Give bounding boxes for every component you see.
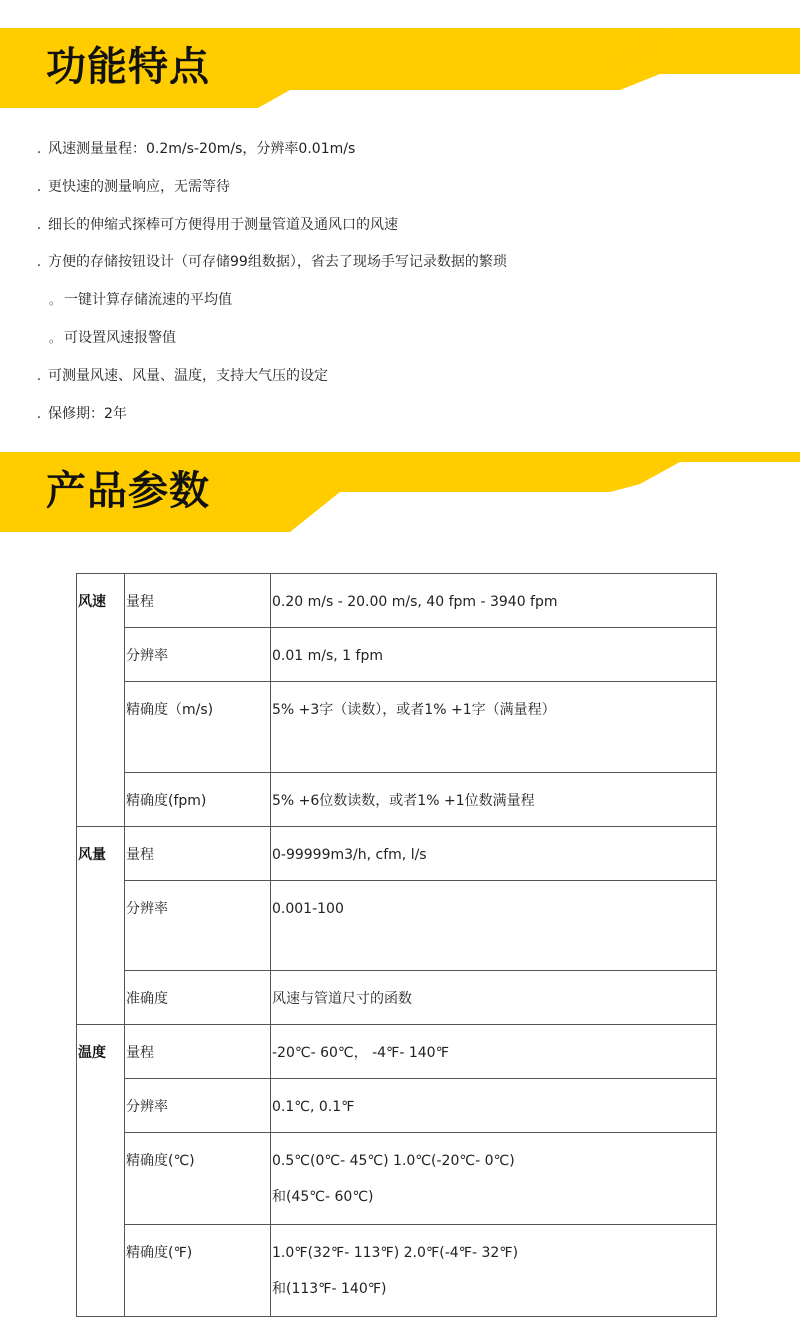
param-name: 精确度(fpm) <box>126 793 207 809</box>
param-value: 0.5℃(0℃- 45℃) 1.0℃(-20℃- 0℃) <box>272 1153 515 1169</box>
param-value: -20℃- 60℃， -4℉- 140℉ <box>272 1045 449 1061</box>
section-banner-params <box>0 452 800 532</box>
feature-text: 可设置风速报警值 <box>64 329 176 346</box>
param-value-cell <box>271 574 717 628</box>
list-item <box>30 358 770 396</box>
param-value: 0-99999m3/h, cfm, l/s <box>272 847 427 863</box>
param-value-cell <box>271 682 717 773</box>
param-value: 风速与管道尺寸的函数 <box>272 991 412 1007</box>
bullet-marker: . <box>36 216 42 233</box>
param-value-line2: 和(45℃- 60℃) <box>272 1189 374 1205</box>
table-row <box>77 971 717 1025</box>
param-value: 5% +6位数读数，或者1% +1位数满量程 <box>272 793 535 809</box>
bullet-marker: . <box>36 367 42 384</box>
list-item <box>30 207 770 245</box>
param-name-cell <box>125 1079 271 1133</box>
param-name: 量程 <box>126 594 154 610</box>
param-name: 分辨率 <box>126 901 168 917</box>
params-table <box>76 573 717 1317</box>
param-value: 0.01 m/s, 1 fpm <box>272 648 383 664</box>
table-row <box>77 1079 717 1133</box>
param-value-line2: 和(113℉- 140℉) <box>272 1281 387 1297</box>
sub-bullet-marker: 。 <box>48 330 61 345</box>
param-name-cell <box>125 773 271 827</box>
list-item <box>30 244 770 282</box>
table-row <box>77 1225 717 1317</box>
param-name: 精确度（m/s) <box>126 702 214 718</box>
table-row <box>77 574 717 628</box>
feature-text: 保修期：2年 <box>48 405 127 422</box>
table-row <box>77 682 717 773</box>
feature-text: 更快速的测量响应，无需等待 <box>48 178 230 195</box>
table-row <box>77 1133 717 1225</box>
param-name: 准确度 <box>126 991 168 1007</box>
param-value: 0.001-100 <box>272 901 344 917</box>
param-value-cell <box>271 1025 717 1079</box>
feature-text: 可测量风速、风量、温度，支持大气压的设定 <box>48 367 328 384</box>
feature-text: 方便的存储按钮设计（可存储99组数据），省去了现场手写记录数据的繁琐 <box>48 254 507 271</box>
param-value-cell <box>271 881 717 971</box>
sub-bullet-marker: 。 <box>48 293 61 308</box>
group-label-wind-speed: 风速 <box>77 574 125 827</box>
table-row <box>77 827 717 881</box>
table-row <box>77 628 717 682</box>
section-title: 产品参数 <box>46 468 210 514</box>
table-row <box>77 881 717 971</box>
bullet-marker: . <box>36 178 42 195</box>
bullet-marker: . <box>36 254 42 271</box>
param-value-cell <box>271 628 717 682</box>
feature-text: 细长的伸缩式探棒可方便得用于测量管道及通风口的风速 <box>48 216 398 233</box>
param-name-cell <box>125 1133 271 1225</box>
bullet-marker: . <box>36 405 42 422</box>
feature-list <box>30 131 770 433</box>
table-row <box>77 1025 717 1079</box>
sub-list-item <box>30 320 770 358</box>
param-name-cell <box>125 628 271 682</box>
group-label-temperature: 温度 <box>77 1025 125 1317</box>
param-name-cell <box>125 827 271 881</box>
section-title: 功能特点 <box>46 44 210 90</box>
param-name-cell <box>125 971 271 1025</box>
table-row <box>77 773 717 827</box>
feature-text: 风速测量量程：0.2m/s-20m/s，分辨率0.01m/s <box>48 141 356 157</box>
param-name: 精确度(℉) <box>126 1245 193 1261</box>
param-value: 5% +3字（读数），或者1% +1字（满量程） <box>272 702 556 718</box>
param-value-cell <box>271 1079 717 1133</box>
group-label-air-volume: 风量 <box>77 827 125 1025</box>
param-name: 量程 <box>126 1045 154 1061</box>
feature-text: 一键计算存储流速的平均值 <box>64 292 232 309</box>
sub-list-item <box>30 282 770 320</box>
param-name-cell <box>125 1225 271 1317</box>
param-name: 分辨率 <box>126 1099 168 1115</box>
param-value-cell <box>271 971 717 1025</box>
section-banner-features <box>0 28 800 108</box>
param-name-cell <box>125 574 271 628</box>
param-value: 0.20 m/s - 20.00 m/s, 40 fpm - 3940 fpm <box>272 594 558 610</box>
param-value: 1.0℉(32℉- 113℉) 2.0℉(-4℉- 32℉) <box>272 1245 519 1261</box>
param-name: 量程 <box>126 847 154 863</box>
list-item <box>30 169 770 207</box>
param-name-cell <box>125 881 271 971</box>
param-value-cell <box>271 773 717 827</box>
param-name: 分辨率 <box>126 648 168 664</box>
bullet-marker: . <box>36 141 42 157</box>
param-name: 精确度(℃) <box>126 1153 195 1169</box>
param-value: 0.1℃, 0.1℉ <box>272 1099 355 1115</box>
param-name-cell <box>125 1025 271 1079</box>
list-item <box>30 396 770 434</box>
param-value-cell <box>271 1133 717 1225</box>
param-value-cell <box>271 1225 717 1317</box>
list-item <box>30 131 770 169</box>
param-name-cell <box>125 682 271 773</box>
param-value-cell <box>271 827 717 881</box>
